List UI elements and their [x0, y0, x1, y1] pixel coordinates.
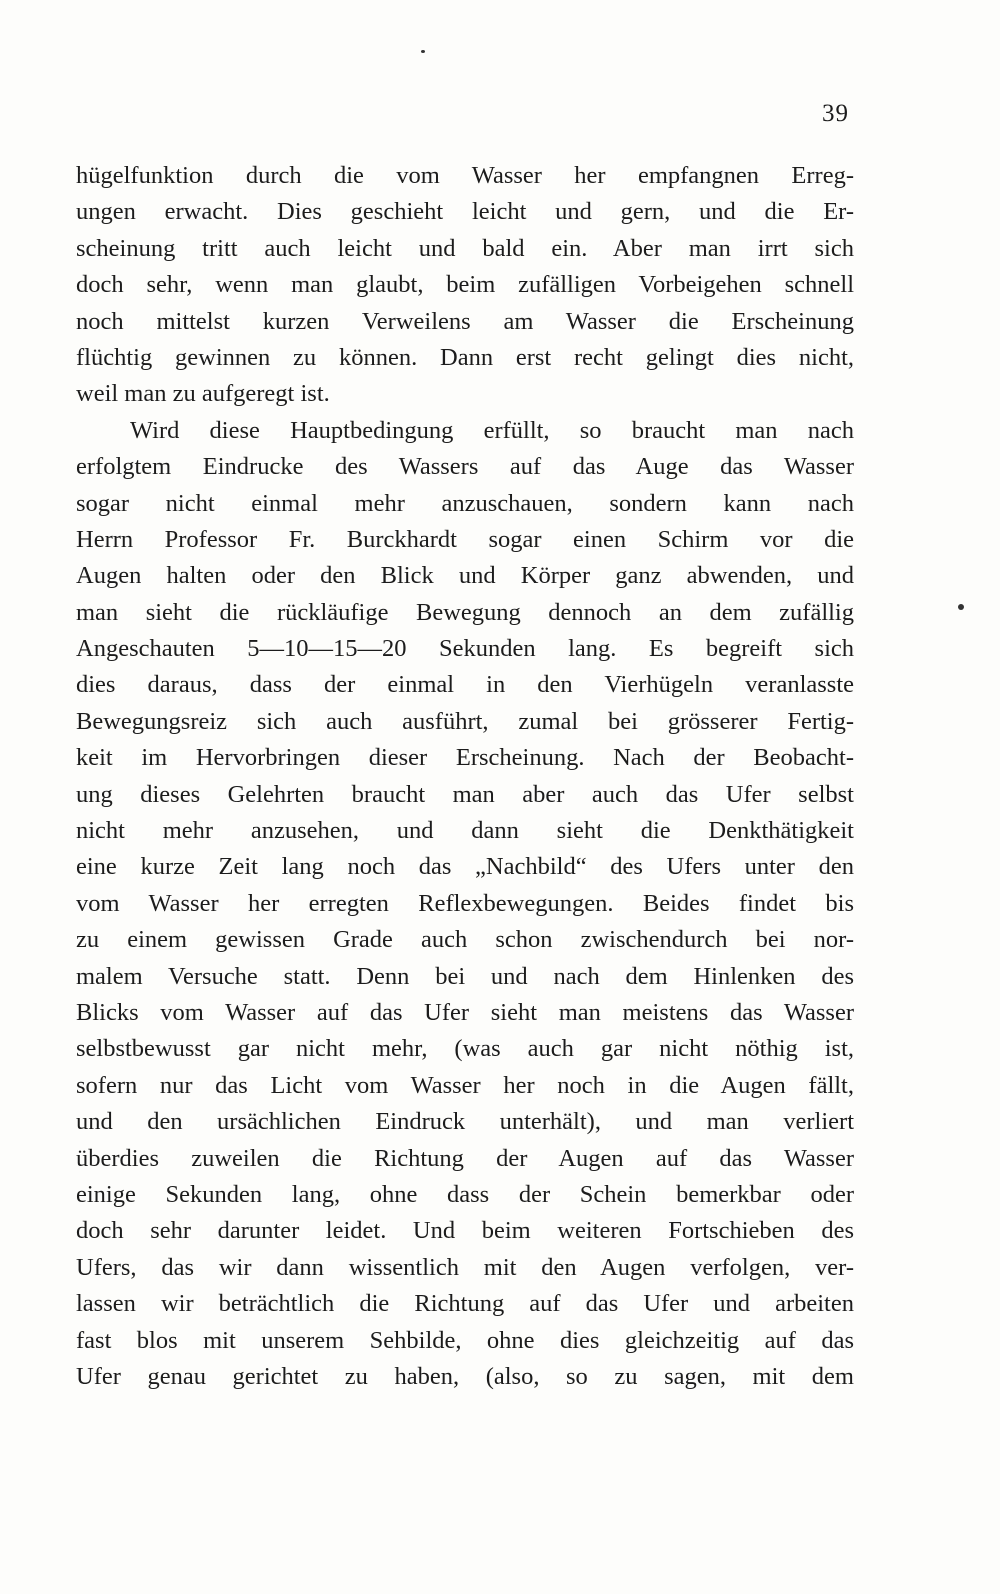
- text-line: Bewegungsreiz sich auch ausführt, zumal bei grösserer Fertig-: [76, 707, 854, 735]
- text-line: ungen erwacht. Dies geschieht leicht und gern, und die Er-: [76, 198, 854, 226]
- text-line: Angeschauten 5—10—15—20 Sekunden lang. Es begreift sich: [76, 635, 854, 663]
- text-line: man sieht die rückläufige Bewegung dennoch an dem zufällig: [76, 598, 854, 626]
- text-line: keit im Hervorbringen dieser Erscheinung. Nach der Beobacht-: [76, 744, 854, 772]
- text-line: noch mittelst kurzen Verweilens am Wasser die Erscheinung: [76, 307, 854, 335]
- text-line: hügelfunktion durch die vom Wasser her empfangnen Erreg-: [76, 162, 854, 189]
- text-line: einige Sekunden lang, ohne dass der Schein bemerkbar oder: [76, 1180, 854, 1208]
- text-line: Augen halten oder den Blick und Körper ganz abwenden, und: [76, 562, 854, 590]
- text-line: überdies zuweilen die Richtung der Augen auf das Wasser: [76, 1144, 854, 1172]
- scan-speck: [958, 604, 964, 610]
- text-line: scheinung tritt auch leicht und bald ein. Aber man irrt sich: [76, 234, 854, 262]
- text-line: lassen wir beträchtlich die Richtung auf das Ufer und arbeiten: [76, 1290, 854, 1318]
- text-line: weil man zu aufgeregt ist.: [76, 380, 330, 408]
- text-line: Ufer genau gerichtet zu haben, (also, so zu sagen, mit dem: [76, 1362, 854, 1390]
- text-line: doch sehr, wenn man glaubt, beim zufälligen Vorbeigehen schnell: [76, 271, 854, 299]
- text-line: nicht mehr anzusehen, und dann sieht die Denkthätigkeit: [76, 817, 854, 845]
- text-line: dies daraus, dass der einmal in den Vierhügeln veranlasste: [76, 671, 854, 699]
- text-line: Ufers, das wir dann wissentlich mit den Augen verfolgen, ver-: [76, 1253, 854, 1281]
- text-line: malem Versuche statt. Denn bei und nach dem Hinlenken des: [76, 962, 854, 990]
- text-line: vom Wasser her erregten Reflexbewegungen. Beides findet bis: [76, 889, 854, 917]
- text-line: sogar nicht einmal mehr anzuschauen, sondern kann nach: [76, 489, 854, 517]
- text-line: Herrn Professor Fr. Burckhardt sogar einen Schirm vor die: [76, 525, 854, 553]
- text-line: eine kurze Zeit lang noch das „Nachbild“ des Ufers unter den: [76, 853, 854, 881]
- body-text: [76, 158, 854, 1395]
- scan-speck: [421, 50, 425, 53]
- text-line: ung dieses Gelehrten braucht man aber auch das Ufer selbst: [76, 780, 854, 808]
- text-line: selbstbewusst gar nicht mehr, (was auch gar nicht nöthig ist,: [76, 1035, 854, 1063]
- text-line: doch sehr darunter leidet. Und beim weiteren Fortschieben des: [76, 1217, 854, 1245]
- text-line: Blicks vom Wasser auf das Ufer sieht man meistens das Wasser: [76, 998, 854, 1026]
- text-line: flüchtig gewinnen zu können. Dann erst recht gelingt dies nicht,: [76, 343, 854, 371]
- text-line: zu einem gewissen Grade auch schon zwischendurch bei nor-: [76, 926, 854, 954]
- text-line: Wird diese Hauptbedingung erfüllt, so braucht man nach: [130, 416, 854, 444]
- text-line: fast blos mit unserem Sehbilde, ohne dies gleichzeitig auf das: [76, 1326, 854, 1354]
- text-line: sofern nur das Licht vom Wasser her noch in die Augen fällt,: [76, 1071, 854, 1099]
- text-line: erfolgtem Eindrucke des Wassers auf das Auge das Wasser: [76, 453, 854, 481]
- page-number: 39: [822, 100, 849, 127]
- text-line: und den ursächlichen Eindruck unterhält), und man verliert: [76, 1108, 854, 1136]
